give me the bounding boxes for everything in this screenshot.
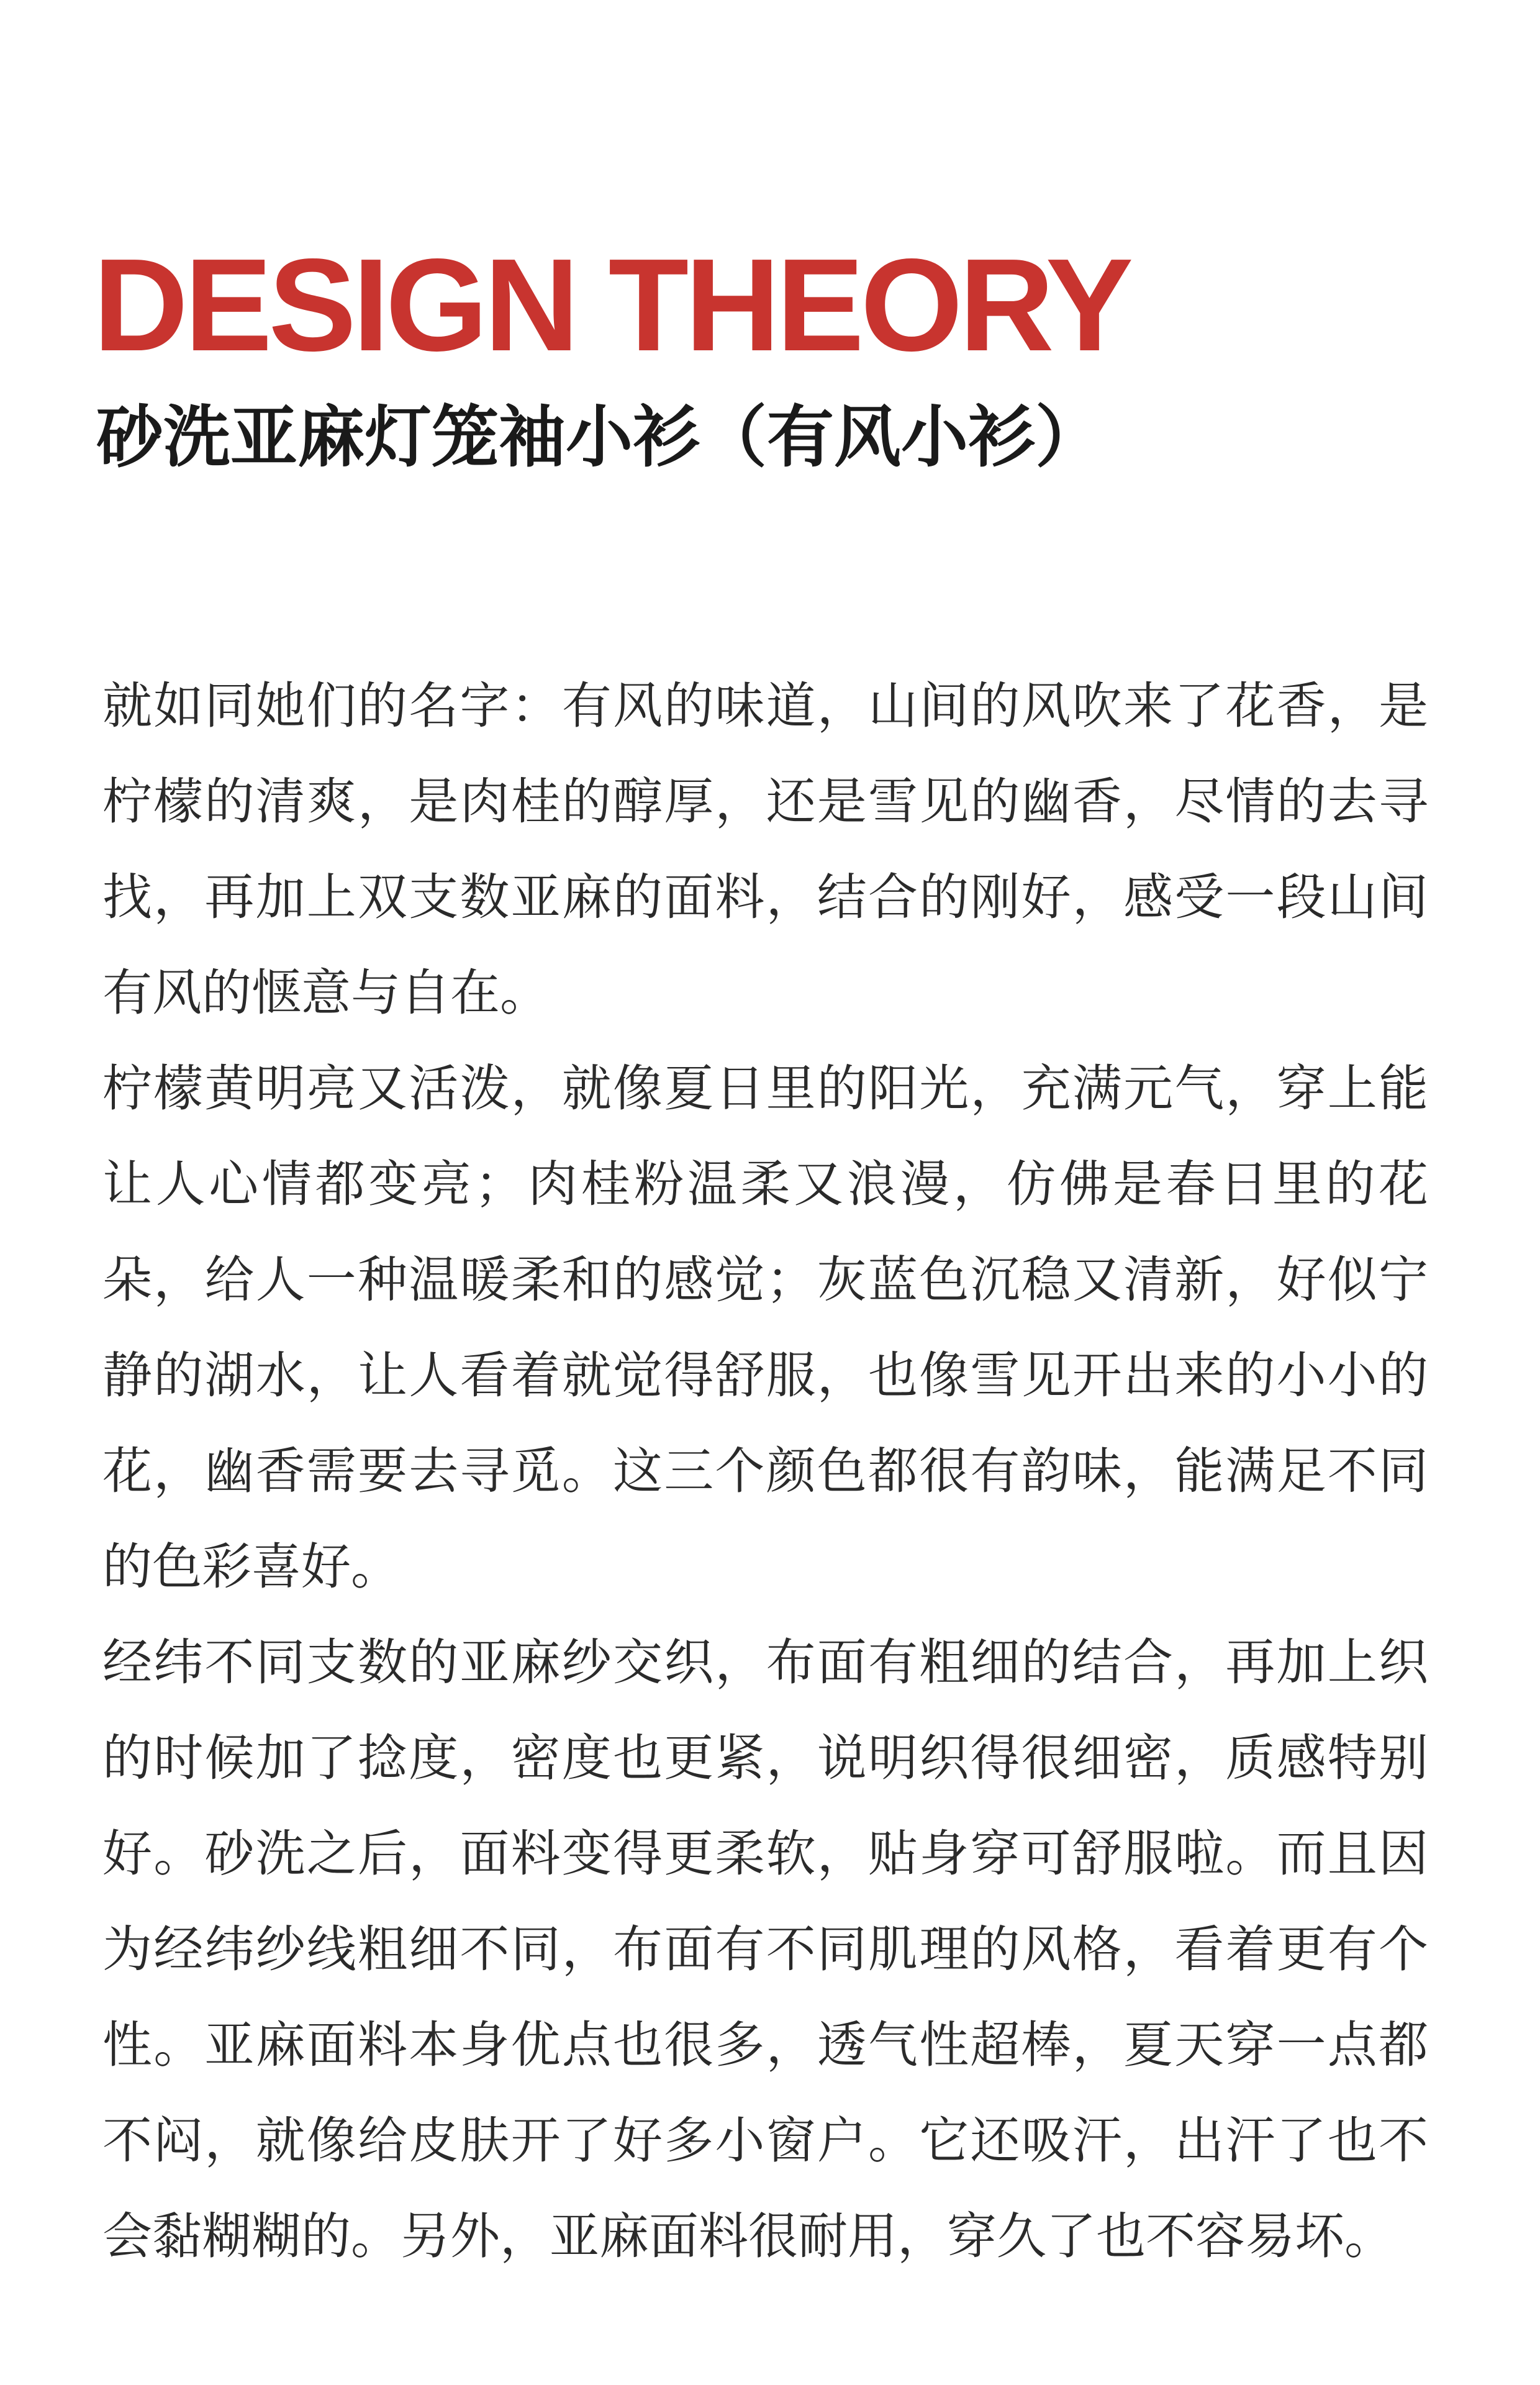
body-text bbox=[102, 658, 1428, 2284]
paragraph-2: 柠檬黄明亮又活泼，就像夏日里的阳光，充满元气，穿上能让人心情都变亮；肉桂粉温柔又浪漫，仿佛是春日里的花朵，给人一种温暖柔和的感觉；灰蓝色沉稳又清新，好似宁静的湖水，让人看着就觉得舒服，也像雪见开出来的小小的花，幽香需要去寻觅。这三个颜色都很有韵味，能满足不同的色彩喜好。 bbox=[102, 1060, 1428, 1596]
paragraph-1: 就如同她们的名字：有风的味道，山间的风吹来了花香，是柠檬的清爽，是肉桂的醇厚，还是雪见的幽香，尽情的去寻找，再加上双支数亚麻的面料，结合的刚好，感受一段山间有风的惬意与自在。 bbox=[102, 677, 1428, 1022]
paragraph-3: 经纬不同支数的亚麻纱交织，布面有粗细的结合，再加上织的时候加了捻度，密度也更紧，说明织得很细密，质感特别好。砂洗之后，面料变得更柔软，贴身穿可舒服啦。而且因为经纬纱线粗细不同，布面有不同肌理的风格，看着更有个性。亚麻面料本身优点也很多，透气性超棒，夏天穿一点都不闷，就像给皮肤开了好多小窗户。它还吸汗，出汗了也不会黏糊糊的。另外，亚麻面料很耐用，穿久了也不容易坏。 bbox=[102, 1633, 1428, 2265]
page-subtitle: 砂洗亚麻灯笼袖小衫（有风小衫） bbox=[96, 399, 1103, 476]
page-title: DESIGN THEORY bbox=[93, 231, 1130, 378]
